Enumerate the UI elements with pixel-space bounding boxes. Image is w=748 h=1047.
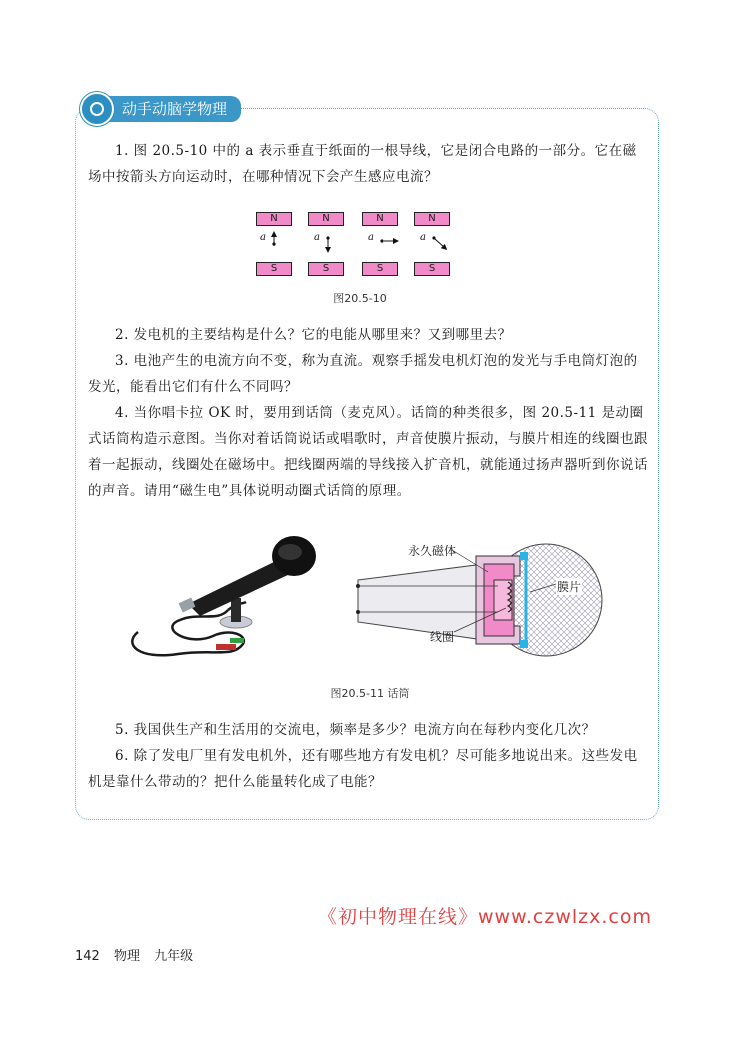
mic-grille-highlight: [278, 544, 302, 560]
wire-dot-3: [380, 239, 383, 242]
magnet-north-2: N: [308, 212, 344, 226]
magnet-south-1: S: [256, 262, 292, 276]
mic-stand: [231, 598, 241, 622]
terminal-2: [356, 610, 360, 614]
section-banner: [80, 94, 241, 124]
wire-label-1: a: [260, 232, 266, 243]
label-coil: 线圈: [430, 630, 455, 644]
label-diaphragm: 膜片: [557, 580, 582, 594]
figure-caption-1: 图20.5-10: [333, 292, 387, 305]
logo-icon: [80, 92, 114, 126]
watermark: 《初中物理在线》www.czwlzx.com: [318, 906, 652, 928]
question-2: 2. 发电机的主要结构是什么？它的电能从哪里来？又到哪里去？: [115, 327, 512, 343]
magnet-south-2: S: [308, 262, 344, 276]
footer-subject: 物理: [113, 949, 140, 964]
plug-green: [230, 638, 244, 643]
magnet-north-4: N: [414, 212, 450, 226]
footer-grade: 九年级: [154, 949, 194, 964]
label-permanent-magnet: 永久磁体: [408, 544, 457, 558]
terminal-1: [356, 584, 360, 588]
microphone-diagram: [348, 536, 610, 676]
diaphragm-bottom: [520, 640, 528, 648]
arrow-diagonal-icon: [435, 239, 445, 248]
magnet-south-3: S: [362, 262, 398, 276]
figure-20-5-10: [250, 208, 460, 278]
diaphragm-top: [520, 552, 528, 560]
microphone-photo: [118, 532, 328, 672]
page-number: 142: [75, 949, 100, 964]
wire-label-4: a: [420, 232, 426, 243]
figure-caption-2: 图20.5-11 话筒: [330, 687, 410, 700]
wire-label-2: a: [314, 232, 320, 243]
question-1: 1. 图 20.5-10 中的 a 表示垂直于纸面的一根导线，它是闭合电路的一部分。它在磁场中按箭头方向运动时，在哪种情况下会产生感应电流？: [88, 143, 637, 185]
mic-tube: [358, 564, 484, 640]
question-5: 5. 我国供生产和生活用的交流电，频率是多少？电流方向在每秒内变化几次？: [115, 722, 596, 738]
magnet-north-1: N: [256, 212, 292, 226]
question-6: 6. 除了发电厂里有发电机外，还有哪些地方有发电机？尽可能多地说出来。这些发电机是靠什么带动的？把什么能量转化成了电能？: [88, 748, 638, 790]
section-title: 动手动脑学物理: [108, 96, 241, 122]
page-footer: [75, 945, 203, 964]
question-4: 4. 当你唱卡拉 OK 时，要用到话筒（麦克风）。话筒的种类很多，图 20.5-11 是动圈式话筒构造示意图。当你对着话筒说话或唱歌时，声音使膜片振动，与膜片相连的线圈也跟着一起振动，线圈处在磁场中。把线圈两端的导线接入扩音机，就能通过扬声器听到你说话的声音。请用“磁生电”具体说明动圈式话筒的原理。: [88, 405, 648, 499]
mic-connector: [179, 598, 196, 613]
question-3: 3. 电池产生的电流方向不变，称为直流。观察手摇发电机灯泡的发光与手电筒灯泡的发光，能看出它们有什么不同吗？: [88, 353, 638, 395]
magnet-north-3: N: [362, 212, 398, 226]
wire-label-3: a: [368, 232, 374, 243]
magnet-south-4: S: [414, 262, 450, 276]
plug-red: [216, 644, 236, 650]
